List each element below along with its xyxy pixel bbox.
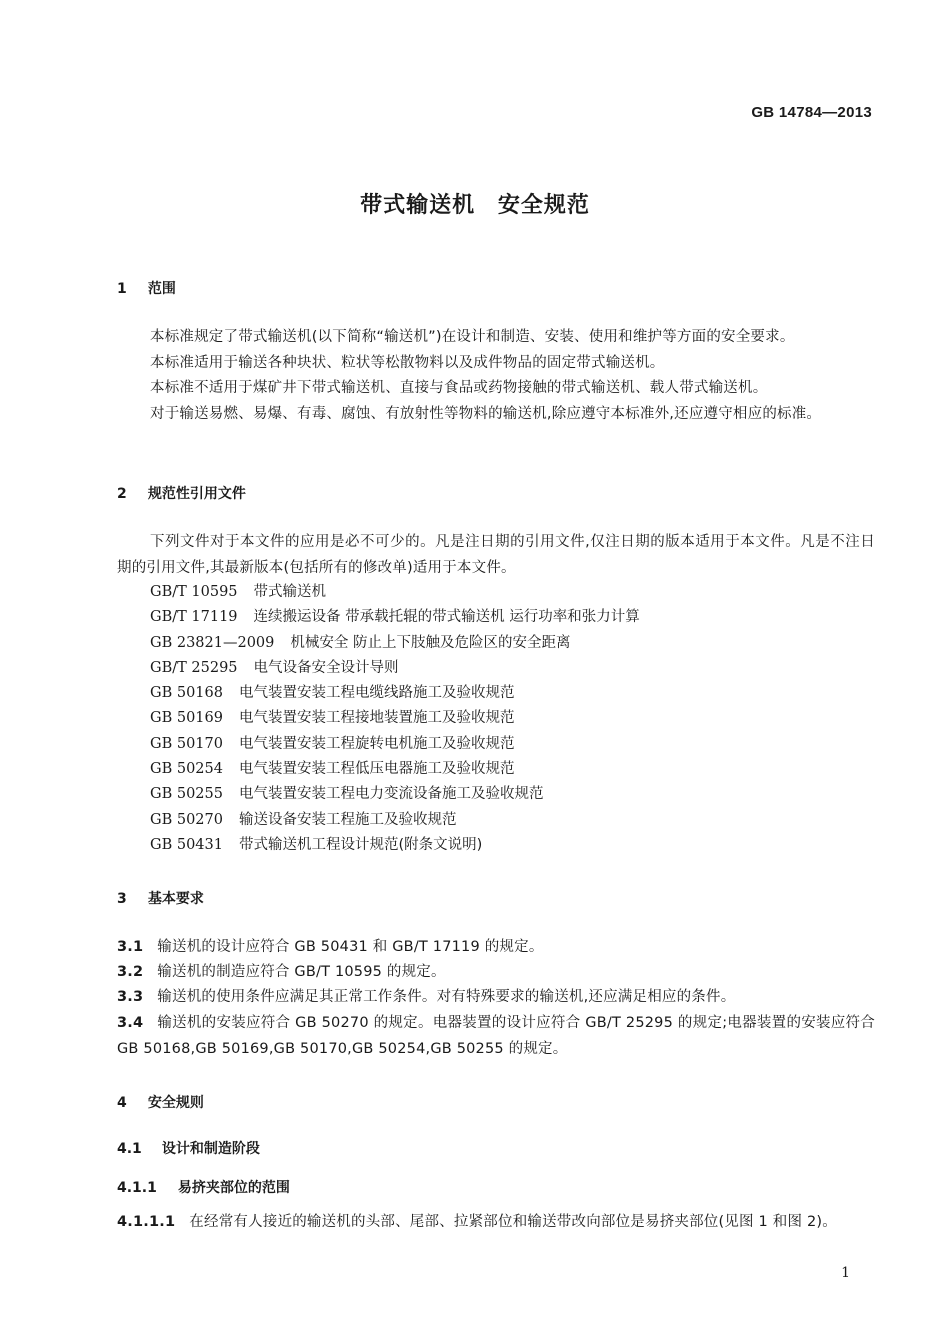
section-number: 2 xyxy=(117,486,127,502)
reference-list xyxy=(150,580,640,858)
clause-text: 输送机的使用条件应满足其正常工作条件。对有特殊要求的输送机,还应满足相应的条件。 xyxy=(157,989,736,1005)
reference-title: 电气设备安全设计导则 xyxy=(253,659,399,676)
clause-number: 3.1 xyxy=(117,939,144,955)
section-3-heading xyxy=(117,888,204,908)
clause-number: 3.3 xyxy=(117,989,144,1005)
reference-title: 机械安全 防止上下肢触及危险区的安全距离 xyxy=(290,634,571,651)
reference-title: 电气装置安装工程低压电器施工及验收规范 xyxy=(238,761,515,778)
reference-code: GB 50431 xyxy=(150,836,223,853)
clause xyxy=(117,1011,875,1062)
reference-code: GB 23821—2009 xyxy=(150,634,275,651)
paragraph: 本标准不适用于煤矿井下带式输送机、直接与食品或药物接触的带式输送机、载人带式输送机。 xyxy=(150,380,768,396)
section-number: 3 xyxy=(117,891,127,907)
clause-text: 输送机的制造应符合 GB/T 10595 的规定。 xyxy=(157,964,446,980)
reference-code: GB 50170 xyxy=(150,735,223,752)
section-4-heading xyxy=(117,1092,204,1112)
section-title: 基本要求 xyxy=(147,891,204,907)
reference-item xyxy=(150,808,640,833)
reference-title: 电气装置安装工程电缆线路施工及验收规范 xyxy=(238,685,515,702)
clause-number: 4.1.1.1 xyxy=(117,1214,176,1230)
clause xyxy=(117,960,875,986)
document-title: 带式输送机 安全规范 xyxy=(360,193,590,218)
reference-item xyxy=(150,757,640,782)
section-1-heading xyxy=(117,278,176,298)
paragraph: 本标准适用于输送各种块状、粒状等松散物料以及成件物品的固定带式输送机。 xyxy=(150,355,665,371)
clause-text: 输送机的设计应符合 GB 50431 和 GB/T 17119 的规定。 xyxy=(157,939,544,955)
section-2-heading xyxy=(117,483,246,503)
standard-number: GB 14784—2013 xyxy=(751,104,872,121)
reference-code: GB 50254 xyxy=(150,761,223,778)
reference-code: GB/T 10595 xyxy=(150,584,238,600)
reference-code: GB 50168 xyxy=(150,685,223,702)
clause-number: 3.4 xyxy=(117,1015,144,1031)
reference-code: GB 50169 xyxy=(150,710,223,727)
page-number: 1 xyxy=(841,1265,850,1281)
reference-title: 连续搬运设备 带承载托辊的带式输送机 运行功率和张力计算 xyxy=(253,609,640,626)
subsection-heading xyxy=(117,1138,260,1158)
reference-title: 电气装置安装工程旋转电机施工及验收规范 xyxy=(238,735,515,752)
reference-code: GB/T 17119 xyxy=(150,609,238,626)
reference-item xyxy=(150,681,640,706)
section-title: 范围 xyxy=(147,281,176,297)
reference-code: GB 50255 xyxy=(150,786,223,803)
clause-number: 3.2 xyxy=(117,964,144,980)
reference-code: GB 50270 xyxy=(150,811,223,828)
reference-title: 电气装置安装工程接地装置施工及验收规范 xyxy=(238,710,515,727)
reference-item xyxy=(150,732,640,757)
section-title: 安全规则 xyxy=(147,1095,204,1111)
subsection-number: 4.1 xyxy=(117,1141,142,1157)
subsection-title: 设计和制造阶段 xyxy=(161,1141,260,1157)
reference-item xyxy=(150,706,640,731)
clause xyxy=(117,985,875,1011)
reference-item xyxy=(150,631,640,656)
reference-item xyxy=(150,833,640,858)
section-number: 1 xyxy=(117,281,127,297)
reference-item xyxy=(150,580,640,605)
reference-item xyxy=(150,782,640,807)
reference-item xyxy=(150,605,640,630)
paragraph: 下列文件对于本文件的应用是必不可少的。凡是注日期的引用文件,仅注日期的版本适用于本文件。凡是不注日期的引用文件,其最新版本(包括所有的修改单)适用于本文件。 xyxy=(117,534,875,576)
clause-text: 在经常有人接近的输送机的头部、尾部、拉紧部位和输送带改向部位是易挤夹部位(见图 1 和图 2)。 xyxy=(189,1214,837,1230)
section-number: 4 xyxy=(117,1095,127,1111)
reference-title: 电气装置安装工程电力变流设备施工及验收规范 xyxy=(238,786,544,803)
clause xyxy=(117,1210,875,1236)
reference-code: GB/T 25295 xyxy=(150,659,238,676)
subsubsection-title: 易挤夹部位的范围 xyxy=(177,1180,290,1196)
paragraph: 对于输送易燃、易爆、有毒、腐蚀、有放射性等物料的输送机,除应遵守本标准外,还应遵守相应的标准。 xyxy=(150,406,822,422)
clause-text: 输送机的安装应符合 GB 50270 的规定。电器装置的设计应符合 GB/T 25295 的规定;电器装置的安装应符合 GB 50168,GB 50169,GB 50170,GB 50254,GB 50255 的规定。 xyxy=(117,1015,875,1057)
section-title: 规范性引用文件 xyxy=(147,486,246,502)
paragraph: 本标准规定了带式输送机(以下简称“输送机”)在设计和制造、安装、使用和维护等方面的安全要求。 xyxy=(150,329,795,345)
subsubsection-number: 4.1.1 xyxy=(117,1180,157,1196)
reference-title: 输送设备安装工程施工及验收规范 xyxy=(238,811,457,828)
clause xyxy=(117,935,875,961)
reference-item xyxy=(150,656,640,681)
subsubsection-heading xyxy=(117,1177,290,1197)
reference-title: 带式输送机 xyxy=(253,584,327,600)
reference-title: 带式输送机工程设计规范(附条文说明) xyxy=(238,836,483,853)
